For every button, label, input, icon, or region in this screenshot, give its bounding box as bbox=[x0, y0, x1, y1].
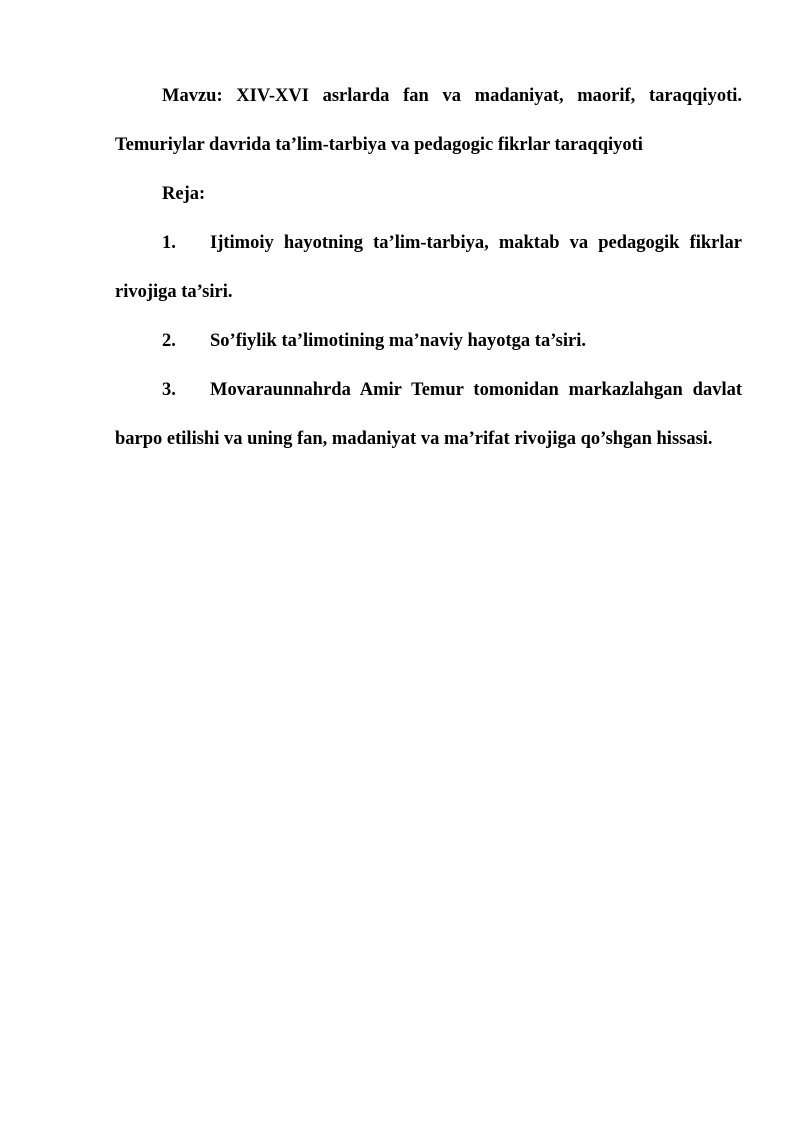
document-body bbox=[115, 72, 742, 464]
plan-item-1 bbox=[115, 219, 742, 317]
plan-heading: Reja: bbox=[162, 184, 206, 204]
document-title: Mavzu: XIV-XVI asrlarda fan va madaniyat, maorif, taraqqiyoti. Temuriylar davrida ta’lim-tarbiya va pedagogic fikrlar taraqqiyoti bbox=[115, 86, 742, 155]
plan-item-3 bbox=[115, 366, 742, 464]
plan-item-text: So’fiylik ta’limotining ma’naviy hayotga ta’siri. bbox=[210, 331, 586, 351]
plan-item-number: 3. bbox=[162, 380, 176, 400]
plan-item-number: 2. bbox=[162, 331, 176, 351]
plan-item-text: Ijtimoiy hayotning ta’lim-tarbiya, maktab va pedagogik fikrlar rivojiga ta’siri. bbox=[115, 233, 742, 302]
plan-item-2 bbox=[115, 317, 742, 366]
plan-item-number: 1. bbox=[162, 233, 176, 253]
plan-item-text: Movaraunnahrda Amir Temur tomonidan markazlahgan davlat barpo etilishi va uning fan, madaniyat va ma’rifat rivojiga qo’shgan hissasi. bbox=[115, 380, 742, 449]
